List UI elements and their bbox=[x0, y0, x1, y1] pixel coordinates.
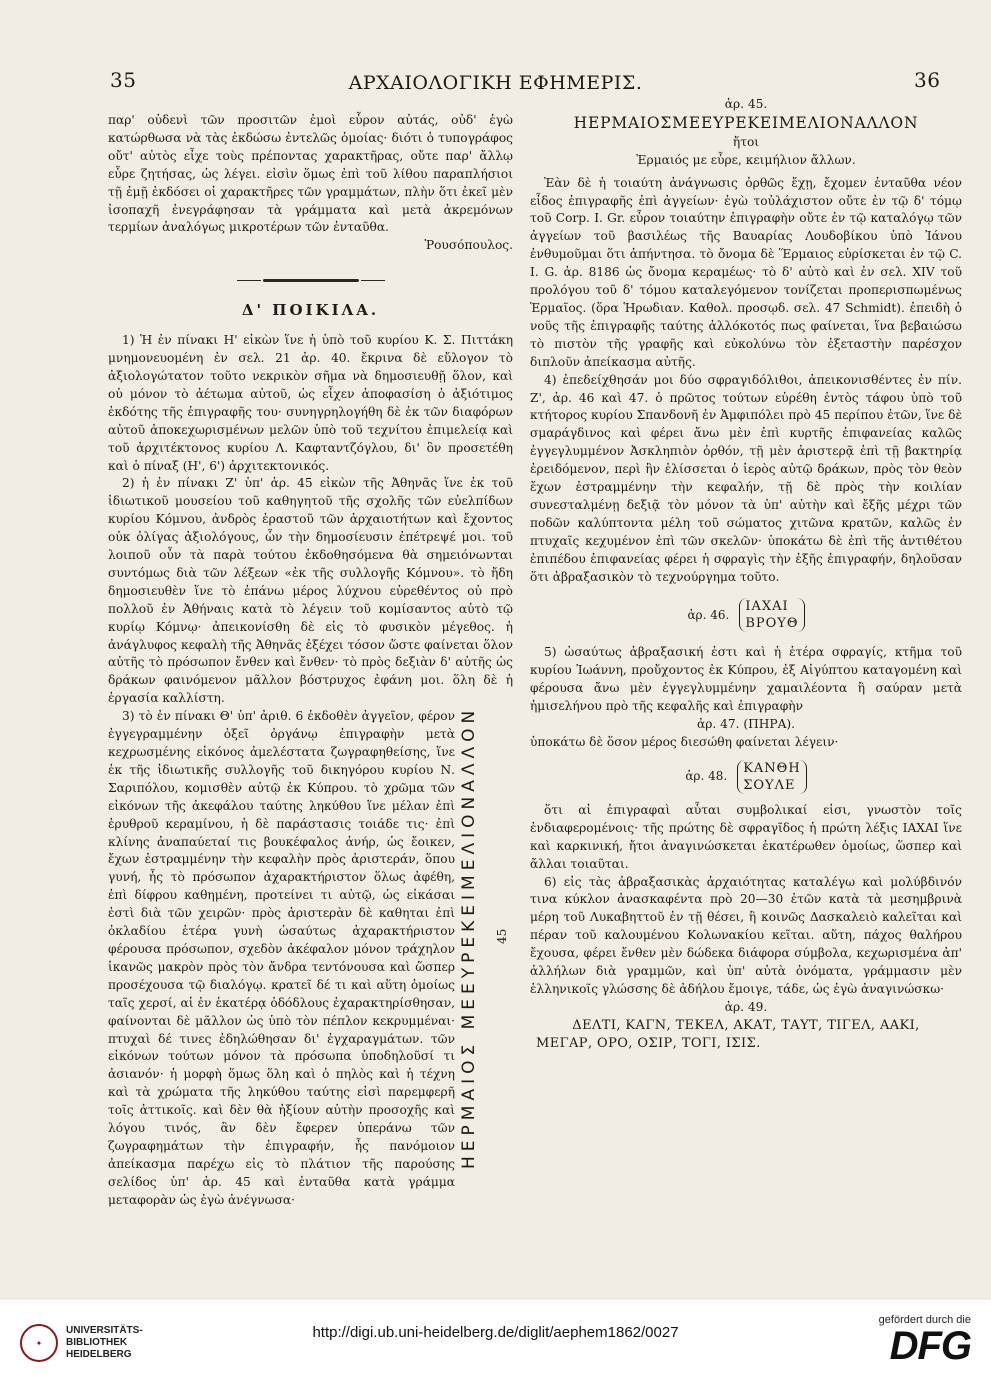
library-name-line: UNIVERSITÄTS- bbox=[66, 1325, 143, 1336]
paragraph: 4) ἐπεδείχθησάν μοι δύο σφραγιδόλιθοι, ἀπεικονισθέντες ἐν πίν. Ζ', ἀρ. 46 καὶ 47. ὁ πρῶτος τούτων εὑρέθη ἐντὸς τάφου ὑπὸ τοῦ κτήτορος κυρίου Σπανδονῆ ἐν Ἀμφιπόλει πρὸ 45 περίπου ἐτῶν, ἵνε δὲ σμαράγδινος καὶ φέρει ἄνω μὲν ἐπὶ κυρτῆς ἐπιφανείας καλῶς ἐγγεγλυμμένον Ἀσκληπιὸν ὀρθόν, τῇ μὲν ἀριστερᾷ ἐπὶ τῇ βακτηρίᾳ ἐρειδόμενον, περὶ ἣν ἑλίσσεται ὁ ἱερὸς αὐτῷ δράκων, πρὸς τὸν θεὸν ἔχων ἐστραμμένην τὴν κεφαλήν, τῇ δὲ πρὸς τὴν κοιλίαν συνεσταλμένῃ δεξιᾷ τὸν μόνον τὰ ὑπ' αὐτὴν καὶ ἔξῆς μέχρι τῶν ποδῶν καλύπτοντα μέλη τοῦ σώματος χιτῶνα κρατῶν, καλῶς ἐν πτυχαῖς κεχυμένον ἐπὶ τῶν σκελῶν· ὑποκάτω δὲ ἐπὶ τῆς ἀντιθέτου ἐπιπέδου ἐπιφανείας φέρει ἡ σφραγὶς τὴν ἑξῆς ἐπιγραφήν, δηλοῦσαν ὅτι ἀβραξασικὸν τὸ τεχνούργημα τοῦτο. bbox=[530, 372, 962, 584]
paragraph: ὑποκάτω δὲ ὅσον μέρος διεσώθη φαίνεται λέγειν· bbox=[530, 735, 839, 749]
dfg-logo[interactable] bbox=[879, 1314, 971, 1366]
symbol-names-line: ΜΕΓΑΡ, ΟΡΟ, ΟΣΙΡ, ΤΟΓΙ, ΙΣΙΣ. bbox=[536, 1035, 761, 1051]
inscription-48 bbox=[530, 760, 962, 794]
author-signature: Ῥουσόπουλος. bbox=[424, 238, 513, 253]
paragraph: 5) ὡσαύτως ἀβραξασική ἐστι καὶ ἡ ἑτέρα σφραγίς, κτῆμα τοῦ κυρίου Ἰωάννη, προὔχοντος ἐκ Κύπρου, ἐξ Αἰγύπτου καταγομένη καὶ φέρουσα ἄνω μὲν ἐγγεγλυμμένην χαμαιλέοντα ἢ σαύραν μετὰ ἡμισελήνου πρὸ τῆς κεφαλῆς καὶ ἐπιγραφὴν bbox=[530, 645, 962, 714]
inscription-46-box bbox=[739, 598, 804, 632]
section-title: Δ' ΠΟΙΚΙΛΑ. bbox=[241, 301, 380, 320]
page-number-right: 36 bbox=[914, 68, 941, 92]
inscription-line: ΣΟΥΛΕ bbox=[743, 777, 796, 793]
inscription-line: ΙΑΧΑΙ bbox=[745, 599, 789, 615]
viewer-footer bbox=[0, 1300, 991, 1374]
permalink-url[interactable]: http://digi.ub.uni-heidelberg.de/diglit/aephem1862/0027 bbox=[312, 1324, 679, 1341]
paragraph: ὅτι αἱ ἐπιγραφαὶ αὗται συμβολικαί εἰσι, γνωστὸν τοῖς ἐνδιαφερομένοις· τῆς πρώτης δὲ σφραγῖδος ἡ πρώτη λέξις ΙΑΧΑΙ ἵνε καὶ καρκινική, ἤτοι ἀναγινώσκεται ἑκατέρωθεν ὁμοίως, ὥσπερ καὶ ἄλλαι τοιαῦται. bbox=[530, 802, 962, 871]
paragraph: 3) τὸ ἐν πίνακι Θ' ὑπ' ἀριθ. 6 ἐκδοθὲν ἀγγεῖον, φέρον ἐγγεγραμμένην ὀξεῖ ὀργάνῳ ἐπιγραφὴν μετὰ κεχρωσμένης εἰκόνος ἀμελέστατα ζωγραφηθείσης, ἵνε ἐκ τῆς ἰδιωτικῆς συλλογῆς τοῦ δικηγόρου κυρίου Ν. Σαριπόλου, κομισθὲν αὐτῷ ἐκ Κύπρου. τὸ χρῶμα τῶν εἰκόνων τῆς ἀκεφάλου ταύτης ληκύθου ἵνε μέλαν ἐπὶ ἐρυθροῦ κεραμίνου, ἡ δὲ παράστασις τοιάδε τις· ἐπὶ κλίνης ἀναπαύεταί τις βουκέφαλος ἀνήρ, ὡς ἔοικεν, ἔχων ἐστραμμένην τὴν κεφαλὴν πρὸς ἀριστεράν, ὅπου γυνή, ἧς τὸ πρόσωπον ἀχαρακτήριστον ὅλως ἀφέθη, ἐπὶ δίφρου καθημένη, προτείνει τι αὐτῷ, ὡς εἰκάσαι ἐστὶ διὰ τῶν χειρῶν· πρὸς ἀριστερὰν δὲ καθηται ἐπὶ ὀκλαδίου ἑτέρα γυνὴ ὡσαύτως ἀχαρακτήριστον φέρουσα πρόσωπον, σχεδὸν ἀκέφαλον μόνον τράχηλον ἱκανῶς μακρὸν πρὸς τὸν ἄνδρα τεντόνουσα καὶ ὥσπερ προσέχουσα τῷ διαλόγῳ. κρατεῖ δέ τι καὶ αὕτη ὁμοίως ταῖς χερσί, αἱ ἐν ἑκατέρᾳ ὀδόδλους ἐχαρακτηρίσθησαν, φαίνονται δὲ μᾶλλον ὡς ὑπὸ τὸν πέπλον κεκρυμμέναι· πτυχαὶ δέ τινες ἐδηλώθησαν δι' ἐγχαραγμάτων. τῶν εἰκόνων τούτων μόνον τὰ πρόσωπα ὑποδηλοῦσί τι ἀσιανόν· ἡ μορφὴ ὅμως ὅλη καὶ ὁ πηλὸς καὶ ἡ τέχνη καὶ τὰ χρώματα τῆς ληκύθου ταύτης εἰσὶ παρεμφερῆ τοῖς ἀττικοῖς. καὶ δὲν θὰ ἠξίουν αὐτὴν προσοχῆς καὶ λόγου τινός, ἂν δὲν ἔφερεν ὑπεράνω τῶν ζωγραφημάτων τὴν ἐπιγραφήν, ἧς πανόμοιον ἀπείκασμα παρέχω εἰς τὸ πλάτιον τῆς παρούσης σελίδος ὑπ' ἀρ. 45 καὶ ἐνταῦθα κατὰ γράμμα μεταφορὰν ὡς ἐγὼ ἀνέγνωσα· bbox=[108, 709, 455, 1207]
inscription-48-number: ἀρ. 48. bbox=[685, 768, 728, 783]
figure-number-47: ἀρ. 47. (ΠΗΡΑ). bbox=[696, 717, 796, 732]
figure-number-45: ἀρ. 45. bbox=[724, 97, 768, 111]
page-number-left: 35 bbox=[110, 68, 137, 92]
etoi-text: ἤτοι bbox=[732, 134, 760, 149]
symbol-names-line: ΔΕΛΤΙ, ΚΑΓΝ, ΤΕΚΕΛ, ΑΚΑΤ, ΤΑΥΤ, ΤΙΓΕΛ, ΑΑΚΙ, bbox=[572, 1017, 920, 1033]
inscription-line: ΒΡΟΥΘ bbox=[745, 616, 799, 632]
running-title-text: ΑΡΧΑΙΟΛΟΓΙΚΗ ΕΦΗΜΕΡΙΣ. bbox=[348, 72, 643, 94]
library-name-line: BIBLIOTHEK bbox=[66, 1337, 128, 1348]
paragraph: 1) Ἡ ἐν πίνακι Η' εἰκὼν ἵνε ἡ ὑπὸ τοῦ κυρίου Κ. Σ. Πιττάκη μνημονευομένη ἐν σελ. 21 ἀρ. 40. ἔκρινα δὲ εὔλογον τὸ ἀξιολογώτατον τοῦτο νεκρικὸν σῆμα νὰ δημοσιευθῇ ὅλον, καὶ οὐ μόνον τὸ ἀέτωμα αὐτοῦ, ὡς εἶχεν ἀποφασίση ὁ ἀξιότιμος ἐκδότης τῆς ἐπιγραφῆς του· συνηγρηλογήθη δὲ ἐκ τῶν διαφόρων αὐτοῦ ἀποκεχωρισμένων μελῶν ὑπὸ τοῦ τεχνίτου ἐπιμελείᾳ καὶ τοῦ ἀρχιτέκτονος κυρίου Λ. Καφταντζόγλου, δι' ὃν προσετέθη καὶ ὁ πίναξ (Η', 6') ἀρχιτεκτονικός. bbox=[108, 333, 513, 473]
funded-by-text: gefördert durch die bbox=[878, 1314, 971, 1326]
translation-text: Ἑρμαιός με εὗρε, κειμήλιον ἄλλων. bbox=[636, 152, 856, 167]
inscription-46 bbox=[530, 598, 962, 632]
paragraph: 2) ἡ ἐν πίνακι Ζ' ὑπ' ἀρ. 45 εἰκὼν τῆς Ἀθηνᾶς ἵνε ἐκ τοῦ ἰδιωτικοῦ μουσείου τοῦ καθηγητοῦ τῆς σχολῆς τῶν εὐελπίδων κυρίου Κόμνου, ἀνδρὸς ἐραστοῦ τῶν ἀρχαιοτήτων καὶ ἔχοντος οὐκ ὀλίγας ἀξιολόγους, ὧν τὴν δημοσίευσιν ἐπέτρεψέ μοι. τοῦ λοιποῦ οὖν τὰ παρὰ τούτου ἐκδοθησόμενα θὰ σημειόνωνται συντόμως διὰ τῶν λέξεων «ἐκ τῆς συλλογῆς Κόμνου». τὸ ἤδη δημοσιευθὲν ἵνε τὸ ἐπάνω μέρος λύχνου εὑρεθέντος οὐ πρὸ πολλοῦ ἐν Ἀθήναις κατὰ τὸ λέγειν τοῦ κομίσαντος αὐτὸ τῷ κυρίῳ Κόμνῳ· ἀπεικονίσθη δὲ εἰς τὸ φυσικὸν μέγεθος. ἡ ἀνάγλυφος κεφαλὴ τῆς Ἀθηνᾶς ἐξέχει τόσον ὥστε φαίνεται ὅλον αὐτῆς τὸ πρόσωπον ἔνθεν καὶ ἔνθεν· τὸ πρὸς δεξιὰν δ' αὐτῆς ὡς δράκων φαινόμενον μᾶλλον βόστρυχος ἐφάνη μοι. ὅλη δὲ ἡ ἐργασία καλλίστη. bbox=[108, 476, 513, 706]
paragraph: Ἐὰν δὲ ἡ τοιαύτη ἀνάγνωσις ὀρθῶς ἔχῃ, ἔχομεν ἐνταῦθα νέον εἶδος ἐπιγραφῆς ἐπὶ ἀγγείων· ἐγὼ τοὐλάχιστον οὔτε ἐν τῷ δ' τόμῳ τοῦ Corp. I. Gr. εὗρον τοιαύτην ἐπιγραφὴν οὔτε ἐν τῷ καταλόγῳ τῶν ἀγγείων τοῦ βασιλέως τῆς Βαυαρίας Λουδοβίκου ὑπὸ Ἰάνου ἐνθυμοῦμαι ὅτι ἀπήντησα. τὸ ὄνομα δὲ Ἕρμαιος εὑρίσκεται ἐν τῷ C. I. G. ἀρ. 8186 ὡς ὄνομα κεραμέως· τὸ δ' αὐτὸ καὶ ἐν σελ. XIV τοῦ προλόγου τοῦ δ' τόμου καταλεγόμενον τονίζεται προπερισπωμένως Ἑρμαῖος. (ὅρα Ἡρωδιαν. Καθολ. προσῳδ. σελ. 47 Schmidt). ἐπειδὴ ὁ νοῦς τῆς ἐπιγραφῆς ταύτης ἀλλόκοτός πως φαίνεται, ἵνα βεβαιώσω τὸ πιστὸν τῆς γραφῆς καὶ εὐκολύνω τὸν ἐξεταστὴν παρέσχον διπλοῦν ἀπείκασμα αὐτῆς. bbox=[530, 175, 962, 369]
figure-number: 45 bbox=[495, 928, 509, 944]
library-name-line: HEIDELBERG bbox=[66, 1349, 132, 1360]
library-seal-icon: ✦ bbox=[20, 1324, 58, 1362]
running-title bbox=[0, 72, 991, 94]
inscription-48-box bbox=[737, 760, 806, 794]
dfg-wordmark: DFG bbox=[889, 1324, 971, 1368]
paragraph: 6) εἰς τὰς ἀβραξασικὰς ἀρχαιότητας καταλέγω καὶ μολύβδινόν τινα κύκλον ἀνασκαφέντα πρὸ 20—30 ἐτῶν κατὰ τὰ μεσημβρινὰ μέρη τοῦ Λυκαβηττοῦ ἐν τῇ θέσει, ἣ κοινῶς Δασκαλειὸ καλεῖται καὶ πέραν τοῦ καλουμένου Κολωνακίου κεῖται. αὕτη, πάχος θαλήρου ἔχουσα, φέρει ἔνθεν μὲν δώδεκα διάφορα σύμβολα, κεχωρισμένα ἀπ' ἀλλήλων διὰ γραμμῶν, καὶ ὑπ' αὐτὰ ὀνόματα, γράμμασιν μὲν ἑλληνικοῖς γλώσσης δὲ ἀδήλου ἔμοιγε, τάδε, ὡς ἐγὼ ἀναγινώσκω· bbox=[530, 874, 962, 996]
section-divider bbox=[263, 279, 359, 282]
inscription-line: ΚΑΝΘΗ bbox=[743, 760, 801, 776]
figure-number-49: ἀρ. 49. bbox=[724, 999, 768, 1014]
right-column bbox=[530, 96, 962, 1053]
paragraph: παρ' οὐδενὶ τῶν προσιτῶν ἐμοὶ εὗρον αὐτάς, οὐδ' ἐγὼ κατώρθωσα νὰ τὰς ἐκδώσω ἐντελῶς ὁμοίας· διότι ὁ τυπογράφος οὔτ' αὐτὸς εἶχε τοὺς πρέποντας χαρακτῆρας, οὔτε παρ' ἄλλῳ εὗρε ζητήσας, ὡς λέγει. εἰσὶν ὅμως ἐπὶ τοῦ λίθου παραπλήσιοι τῇ ἐμῇ ἐκδόσει οἱ χαρακτῆρες τῶν γραμμάτων, πλὴν ὅτι ἐκεῖ μὲν ἰσοπαχῆ ἐνεγράφησαν τὰ γράμματα καὶ μετὰ ἀκρεμόνων τερμίων ἀναλόγως μικροτέρων τῶν ἐνταῦθα. bbox=[108, 113, 513, 235]
inscription-title: ΗΕΡΜΑΙΟΣΜΕΕΥΡΕΚΕΙΜΕΛΙΟΝΑΛΛΟΝ bbox=[573, 113, 919, 132]
inscription-text: ΗΕΡΜΑΙΟΣ ΜΕΕΥΡΕΚΕΙΜΕΛΙΟΝΑΛΛΟΝ bbox=[459, 705, 479, 1169]
inscription-46-number: ἀρ. 46. bbox=[687, 607, 730, 622]
